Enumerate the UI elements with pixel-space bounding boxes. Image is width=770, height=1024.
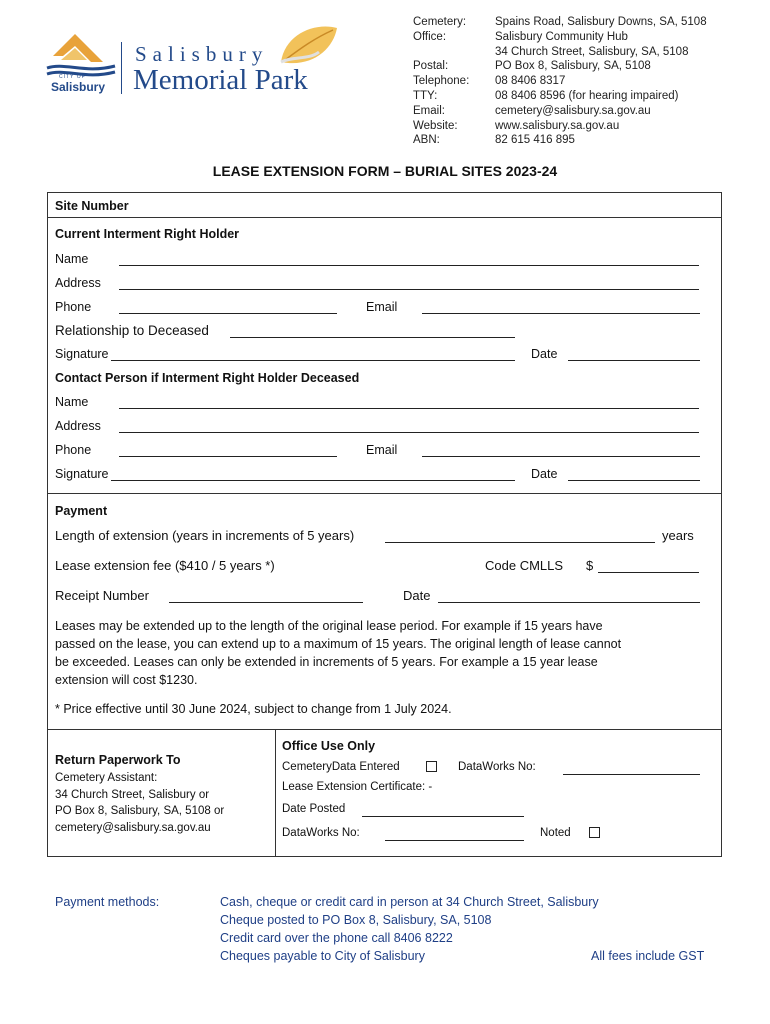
return-heading: Return Paperwork To [55, 753, 181, 767]
fee-amount-field[interactable] [598, 572, 699, 573]
paragraph-line: extension will cost $1230. [55, 673, 198, 687]
contact-name-label: Name [55, 395, 89, 409]
contact-website-link[interactable]: www.salisbury.sa.gov.au [495, 119, 620, 132]
contact-label: Cemetery: [413, 16, 467, 28]
contact-phone-field[interactable] [119, 456, 337, 457]
contact-label: Office: [413, 30, 447, 43]
holder-relationship-label: Relationship to Deceased [55, 323, 209, 338]
payment-method-line: Cheques payable to City of Salisbury [220, 949, 425, 963]
contact-label [413, 45, 469, 60]
holder-email-field[interactable] [422, 313, 700, 314]
contact-value: 08 8406 8596 (for hearing impaired) [495, 89, 679, 102]
years-label: years [662, 528, 694, 543]
leaf-icon [275, 22, 341, 72]
holder-date-label: Date [531, 347, 558, 361]
contact-email-field[interactable] [422, 456, 700, 457]
office-heading: Office Use Only [282, 739, 376, 753]
holder-name-label: Name [55, 252, 89, 266]
price-note: * Price effective until 30 June 2024, subject to change from 1 July 2024. [55, 702, 452, 716]
contact-value: 34 Church Street, Salisbury, SA, 5108 [495, 45, 689, 58]
payment-method-line: Cash, cheque or credit card in person at 34 Church Street, Salisbury [220, 895, 599, 909]
contact-email-link[interactable]: cemetery@salisbury.sa.gov.au [495, 104, 651, 117]
extension-length-field[interactable] [385, 542, 655, 543]
logo-city-name: Salisbury [51, 80, 106, 94]
dataworks-field-2[interactable] [385, 840, 524, 841]
dollar-sign: $ [586, 558, 594, 573]
noted-checkbox[interactable] [589, 827, 600, 838]
contact-label: Website: [413, 119, 458, 132]
contact-label: Telephone: [413, 75, 470, 88]
dataworks-label-1: DataWorks No: [458, 761, 536, 773]
gst-note: All fees include GST [591, 949, 705, 963]
holder-phone-field[interactable] [119, 313, 337, 314]
logo-mark-icon [45, 28, 125, 108]
paragraph-line: passed on the lease, you can extend up to a maximum of 15 years. The original length of lease cannot [55, 637, 622, 651]
extension-length-label: Length of extension (years in increments of 5 years) [55, 528, 355, 543]
paragraph-line: Leases may be extended up to the length of the original lease period. For example if 15 years have [55, 619, 603, 633]
logo-word-salisbury: Salisbury [135, 42, 269, 66]
payment-date-field[interactable] [438, 602, 700, 603]
contact-signature-label: Signature [55, 467, 109, 481]
site-number-label: Site Number [55, 199, 129, 213]
contact-person-heading: Contact Person if Interment Right Holder Deceased [55, 371, 360, 385]
form-title: LEASE EXTENSION FORM – BURIAL SITES 2023-24 [212, 163, 558, 179]
contact-email-label: Email [366, 443, 398, 457]
holder-signature-field[interactable] [111, 360, 515, 361]
holder-relationship-field[interactable] [230, 337, 515, 338]
contact-phone-label: Phone [55, 443, 92, 457]
holder-name-field[interactable] [119, 265, 699, 266]
return-line: Cemetery Assistant: [55, 772, 158, 784]
holder-address-label: Address [55, 276, 101, 290]
contact-date-label: Date [531, 467, 558, 481]
paragraph-line: be exceeded. Leases can only be extended in increments of 5 years. For example a 15 year lease [55, 655, 598, 669]
receipt-number-field[interactable] [169, 602, 363, 603]
return-address [55, 770, 224, 836]
payment-date-label: Date [403, 588, 431, 603]
contact-value: Salisbury Community Hub [495, 30, 628, 43]
return-line: PO Box 8, Salisbury, SA, 5108 or [55, 805, 225, 817]
payment-heading: Payment [55, 504, 108, 518]
contact-value: 08 8406 8317 [495, 75, 566, 88]
holder-phone-label: Phone [55, 300, 92, 314]
contact-value: PO Box 8, Salisbury, SA, 5108 [495, 60, 651, 73]
contact-value: 82 615 416 895 [495, 134, 575, 147]
lease-info-paragraph [55, 617, 705, 689]
contact-label: ABN: [413, 134, 440, 147]
holder-signature-label: Signature [55, 347, 109, 361]
return-email-link[interactable]: cemetery@salisbury.sa.gov.au [55, 821, 211, 834]
logo-word-memorial-park: Memorial Park [133, 64, 308, 96]
code-label: Code CMLLS [485, 558, 564, 573]
logo [45, 28, 345, 108]
contact-label: TTY: [413, 89, 438, 102]
contact-date-field[interactable] [568, 480, 700, 481]
payment-method-line: Cheque posted to PO Box 8, Salisbury, SA, 5108 [220, 913, 492, 927]
contact-name-field[interactable] [119, 408, 699, 409]
date-posted-label: Date Posted [282, 803, 346, 815]
fee-label: Lease extension fee ($410 / 5 years *) [55, 558, 275, 573]
receipt-number-label: Receipt Number [55, 588, 149, 603]
date-posted-field[interactable] [362, 816, 524, 817]
holder-date-field[interactable] [568, 360, 700, 361]
contact-labels [413, 15, 469, 148]
holder-address-field[interactable] [119, 289, 699, 290]
dataworks-field-1[interactable] [563, 774, 700, 775]
contact-signature-field[interactable] [111, 480, 515, 481]
noted-label: Noted [540, 827, 571, 839]
certificate-label: Lease Extension Certificate: - [282, 781, 433, 793]
payment-methods-list [220, 893, 599, 965]
contact-address-label: Address [55, 419, 101, 433]
payment-method-line: Credit card over the phone call 8406 8222 [220, 931, 453, 945]
cemeterydata-label: CemeteryData Entered [282, 761, 400, 773]
contact-label: Email: [413, 104, 445, 117]
contact-label: Postal: [413, 60, 449, 73]
holder-heading: Current Interment Right Holder [55, 227, 240, 241]
holder-email-label: Email [366, 300, 398, 314]
contact-values [495, 15, 707, 148]
dataworks-label-2: DataWorks No: [282, 827, 360, 839]
contact-value: Spains Road, Salisbury Downs, SA, 5108 [495, 16, 707, 28]
logo-city-small: CITY OF [59, 74, 86, 80]
payment-methods-label: Payment methods: [55, 895, 160, 909]
cemeterydata-checkbox[interactable] [426, 761, 437, 772]
contact-address-field[interactable] [119, 432, 699, 433]
return-line: 34 Church Street, Salisbury or [55, 788, 210, 801]
